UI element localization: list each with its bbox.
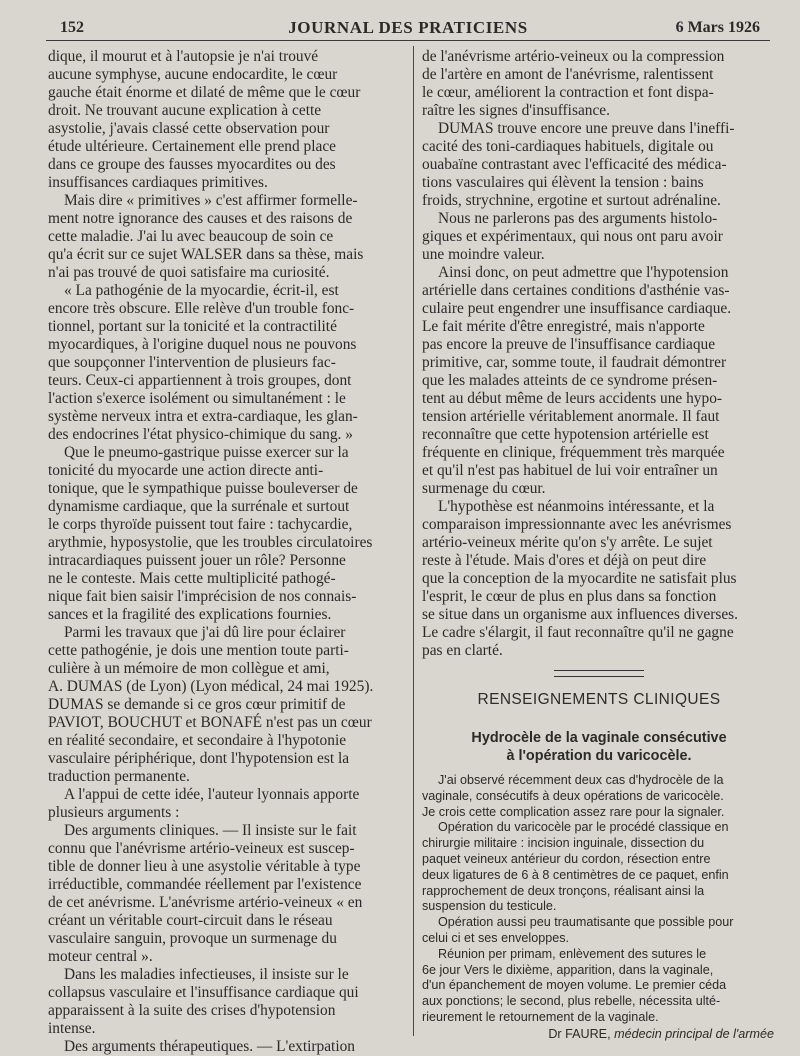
text-line: DUMAS se demande si ce gros cœur primitif de [48, 696, 346, 713]
text-line: étude ultérieure. Certainement elle prend place [48, 138, 337, 155]
text-line: cacité des toni-cardiaques habituels, digitale ou [422, 138, 714, 155]
text-line: pas encore la preuve de l'insuffisance cardiaque [422, 336, 716, 353]
signature-role: médecin principal de l'armée [614, 1026, 774, 1041]
text-line: comparaison impressionnante avec les anévrismes [422, 516, 732, 533]
section-separator [554, 670, 644, 677]
signature [422, 1026, 776, 1042]
page-header [46, 14, 770, 40]
article-line: 6e jour Vers le dixième, apparition, dans la vaginale, [422, 962, 714, 977]
text-line: surmenage du cœur. [422, 480, 546, 497]
article-line: J'ai observé récemment deux cas d'hydrocèle de la [438, 773, 724, 787]
column-divider [413, 46, 414, 1036]
article-line: aux ponctions; le second, plus rebelle, nécessita ulté- [422, 994, 721, 1009]
section-heading: RENSEIGNEMENTS CLINIQUES [477, 691, 721, 708]
text-line: cette maladie. J'ai lu avec beaucoup de soin ce [48, 228, 334, 245]
text-line: culaire peut engendrer une insuffisance cardiaque. [422, 300, 732, 317]
text-line: créant un véritable court-circuit dans le réseau [48, 912, 333, 929]
text-line: gauche était énorme et dilaté de même que le cœur [48, 84, 361, 101]
text-line: A l'appui de cette idée, l'auteur lyonnais apporte [64, 786, 360, 803]
text-line: aucune symphyse, aucune endocardite, le cœur [48, 66, 338, 83]
text-line: en réalité secondaire, et secondaire à l'hypotonie [48, 732, 347, 749]
text-line: une moindre valeur. [422, 246, 545, 263]
text-line: vasculaire sanguin, provoque un surmenage du [48, 930, 337, 947]
article-line: chirurgie militaire : incision inguinale, dissection du [422, 836, 705, 851]
text-line: système nerveux intra et extra-cardiaque, les glan- [48, 408, 358, 425]
text-line: Mais dire « primitives » c'est affirmer formelle- [64, 192, 358, 209]
text-line: moteur central ». [48, 948, 153, 965]
article-line: Opération du varicocèle par le procédé classique en [438, 820, 729, 835]
text-line: apparaissent à la suite des crises d'hypotension [48, 1002, 336, 1019]
article-line: rapprochement de deux tronçons, réalisant ainsi la [422, 883, 705, 898]
text-line: primitive, car, somme toute, il faudrait démontrer [422, 354, 727, 371]
text-line: n'ai pas trouvé de quoi satisfaire ma curiosité. [48, 264, 330, 281]
text-line: connu que l'anévrisme artério-veineux est suscep- [48, 840, 355, 857]
text-line: asystolie, j'avais classé cette observation pour [48, 120, 330, 137]
article-title-line: à l'opération du varicocèle. [506, 748, 692, 764]
text-line: collapsus vasculaire et l'insuffisance cardiaque qui [48, 984, 359, 1001]
text-line: Le fait mérite d'être enregistré, mais n'apporte [422, 318, 705, 335]
text-line: droit. Ne trouvant aucune explication à cette [48, 102, 322, 119]
text-line: dynamisme cardiaque, que la surrénale et surtout [48, 498, 350, 515]
text-line: ouabaïne contrastant avec l'efficacité des médica- [422, 156, 727, 173]
text-line: artérielle dans certaines conditions d'asthénie vas- [422, 282, 730, 299]
text-line: plusieurs arguments : [48, 804, 180, 821]
text-line: ment notre ignorance des causes et des raisons de [48, 210, 353, 227]
text-line: vasculaire périphérique, dont l'hypotension est la [48, 750, 350, 767]
signature-name: Dr FAURE, [548, 1026, 611, 1041]
text-line: Parmi les travaux que j'ai dû lire pour éclairer [64, 624, 346, 641]
text-line: raître les signes d'insuffisance. [422, 102, 610, 119]
text-line: tonique, que le sympathique puisse bouleverser de [48, 480, 358, 497]
text-line: tionnel, portant sur la tonicité et la contractilité [48, 318, 337, 335]
text-line: intracardiaques puissent jouer un rôle? Personne [48, 552, 346, 569]
text-line: dique, il mourut et à l'autopsie je n'ai trouvé [48, 48, 319, 65]
text-line: Des arguments cliniques. — Il insiste sur le fait [64, 822, 357, 839]
text-line: tible de donner lieu à une asystolie véritable à type [48, 858, 361, 875]
text-line: « La pathogénie de la myocardie, écrit-il, est [64, 282, 339, 299]
text-line: cette pathogénie, je dois une mention toute parti- [48, 642, 349, 659]
text-line: myocardiques, à l'origine duquel nous ne pouvons [48, 336, 357, 353]
article-line: Opération aussi peu traumatisante que possible pour [438, 915, 734, 930]
text-line: Dans les maladies infectieuses, il insiste sur le [64, 966, 349, 983]
right-column [422, 48, 776, 1042]
text-line: que les malades atteints de ce syndrome présen- [422, 372, 718, 389]
header-rule [46, 40, 770, 41]
text-line: dans ce groupe des fausses myocardites ou des [48, 156, 336, 173]
text-line: de cet anévrisme. L'anévrisme artério-veineux « en [48, 894, 363, 911]
article-line: vaginale, consécutifs à deux opérations de varicocèle. [422, 788, 724, 803]
article-line: suspension du testicule. [422, 899, 557, 914]
text-line: artério-veineux mérite qu'on s'y arrête. Le sujet [422, 534, 713, 551]
text-line: sances et la fragilité des explications fournies. [48, 606, 332, 623]
text-line: ne le conteste. Mais cette multiplicité pathogé- [48, 570, 336, 587]
text-line: insuffisances cardiaques primitives. [48, 174, 268, 191]
page-number: 152 [60, 19, 84, 36]
article-line: rieurement le retournement de la vaginale. [422, 1009, 659, 1024]
text-line: teurs. Ceux-ci appartiennent à trois groupes, dont [48, 372, 352, 389]
article-line: Je crois cette complication assez rare pour la signaler. [422, 804, 725, 819]
text-line: tions vasculaires qui élèvent la tension : bains [422, 174, 704, 191]
text-line: culière à un mémoire de mon collègue et ami, [48, 660, 330, 677]
left-column [48, 48, 405, 1056]
text-line: le cœur, améliorent la contraction et font dispa- [422, 84, 714, 101]
text-line: nique fait bien saisir l'imprécision de nos connais- [48, 588, 357, 605]
text-line: que soupçonner l'intervention de plusieurs fac- [48, 354, 336, 371]
text-line: l'esprit, le cœur de plus en plus dans sa fonction [422, 588, 717, 605]
text-line: froids, strychnine, ergotine et surtout adrénaline. [422, 192, 721, 209]
text-line: DUMAS trouve encore une preuve dans l'ineffi- [438, 120, 735, 137]
text-line: intense. [48, 1020, 96, 1037]
text-line: Ainsi donc, on peut admettre que l'hypotension [438, 264, 729, 281]
text-line: reconnaître que cette hypotension artérielle est [422, 426, 709, 443]
text-line: tonicité du myocarde une action directe anti- [48, 462, 324, 479]
text-line: encore très obscure. Elle relève d'un trouble fonc- [48, 300, 355, 317]
text-line: A. DUMAS (de Lyon) (Lyon médical, 24 mai 1925). [48, 678, 374, 695]
issue-date: 6 Mars 1926 [675, 19, 760, 36]
text-line: traduction permanente. [48, 768, 190, 785]
text-line: que la conception de la myocardite ne satisfait plus [422, 570, 737, 587]
text-line: PAVIOT, BOUCHUT et BONAFÉ n'est pas un cœur [48, 714, 372, 731]
text-line: tent au début même de leurs accidents une hypo- [422, 390, 723, 407]
text-line: le corps thyroïde puissent tout faire : tachycardie, [48, 516, 353, 533]
text-line: giques et expérimentaux, qui nous ont paru avoir [422, 228, 723, 245]
article-line: celui ci et ses enveloppes. [422, 930, 570, 945]
article-line: deux ligatures de 6 à 8 centimètres de ce paquet, enfin [422, 867, 729, 882]
article-title-line: Hydrocèle de la vaginale consécutive [471, 730, 727, 746]
text-line: irréductible, commandée réellement par l'existence [48, 876, 362, 893]
text-line: Nous ne parlerons pas des arguments histolo- [438, 210, 718, 227]
text-line: se situe dans un organisme aux influences diverses. [422, 606, 739, 623]
text-line: fréquente en clinique, fréquemment très marquée [422, 444, 725, 461]
text-line: de l'artère en amont de l'anévrisme, ralentissent [422, 66, 714, 83]
text-line: tension artérielle véritablement anormale. Il faut [422, 408, 720, 425]
article-title [422, 729, 776, 765]
text-line: l'action s'exerce isolément ou simultanément : le [48, 390, 346, 407]
text-line: qu'a écrit sur ce sujet WALSER dans sa thèse, mais [48, 246, 364, 263]
text-line: pas en clarté. [422, 642, 503, 659]
article-line: Réunion per primam, enlèvement des sutures le [438, 946, 707, 961]
text-line: et qu'il n'est pas habituel de lui voir entraîner un [422, 462, 718, 479]
text-line: Le cadre s'élargit, il faut reconnaître qu'il ne gagne [422, 624, 734, 641]
text-line: Que le pneumo-gastrique puisse exercer sur la [64, 444, 349, 461]
journal-title: JOURNAL DES PRATICIENS [288, 18, 528, 37]
text-line: de l'anévrisme artério-veineux ou la compression [422, 48, 725, 65]
text-line: des endocrines l'état physico-chimique du sang. » [48, 426, 353, 443]
text-line: reste à l'étude. Mais d'ores et déjà on peut dire [422, 552, 707, 569]
text-line: Des arguments thérapeutiques. — L'extirpation [64, 1038, 355, 1055]
article-line: paquet veineux antérieur du cordon, résection entre [422, 851, 711, 866]
article-line: d'un épanchement de moyen volume. Le premier céda [422, 978, 727, 993]
text-line: arythmie, hyposystolie, que les troubles circulatoires [48, 534, 373, 551]
text-line: L'hypothèse est néanmoins intéressante, et la [438, 498, 715, 515]
